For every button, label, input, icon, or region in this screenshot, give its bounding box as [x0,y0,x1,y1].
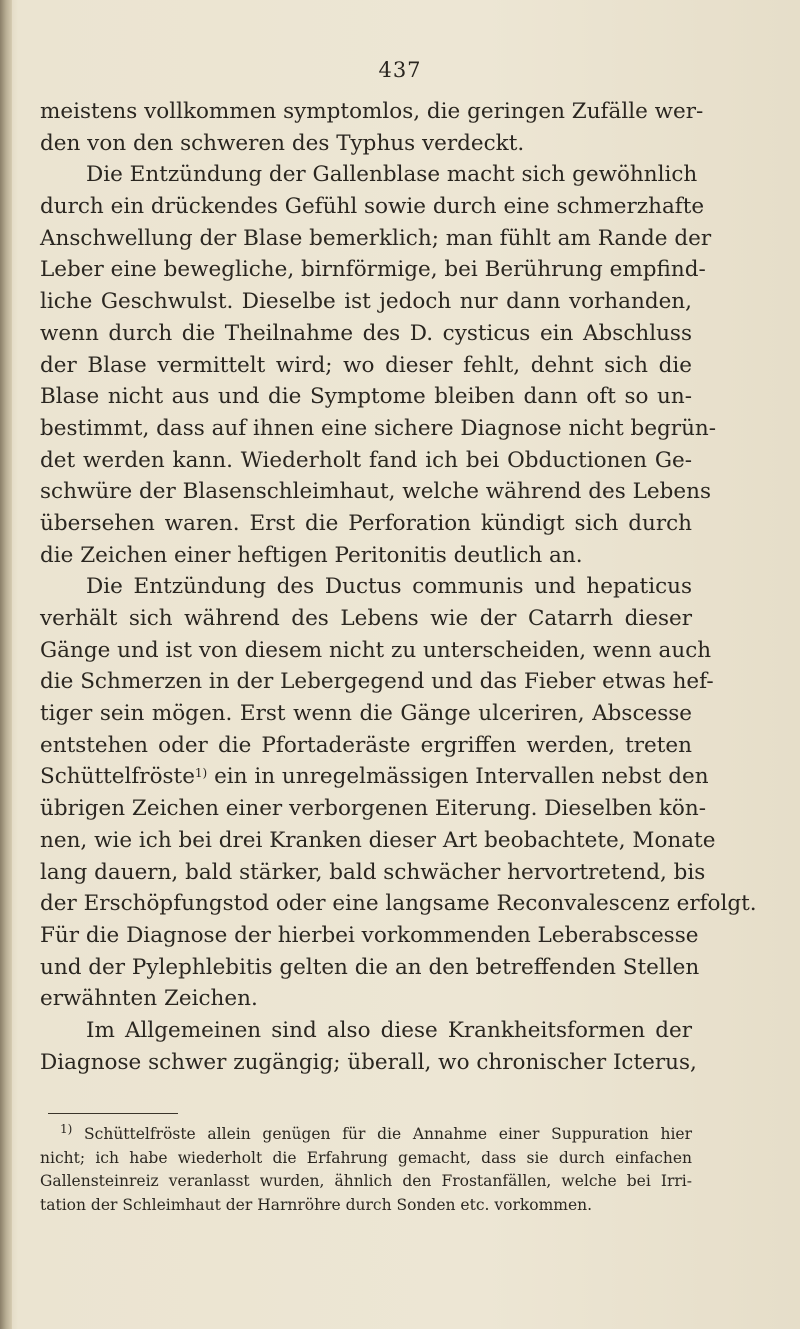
text-line: liche Geschwulst. Dieselbe ist jedoch nur dann vorhanden, [40,289,692,315]
text-line: Leber eine bewegliche, birnförmige, bei Berührung empfind- [40,257,706,283]
text-line: verhält sich während des Lebens wie der Catarrh dieser [40,606,692,631]
text-line: die Schmerzen in der Lebergegend und das Fieber etwas hef- [40,669,714,695]
text-line: übersehen waren. Erst die Perforation kündigt sich durch [40,510,692,536]
footnote-marker: 1) [60,1122,73,1136]
text-line: der Erschöpfungstod oder eine langsame Reconvalescenz erfolgt. [40,891,757,917]
text-line: bestimmt, dass auf ihnen eine sichere Diagnose nicht begrün- [40,415,717,441]
text-line: schwüre der Blasenschleimhaut, welche während des Lebens [40,479,711,505]
text-line: Diagnose schwer zugängig; überall, wo chronischer Icterus, [40,1049,697,1075]
text-line: tiger sein mögen. Erst wenn die Gänge ulceriren, Abscesse [40,701,692,727]
footnote-rule [48,1113,178,1114]
text-line: die Zeichen einer heftigen Peritonitis deutlich an. [40,542,583,568]
text-line: Anschwellung der Blase bemerklich; man fühlt am Rande der [40,225,712,251]
text-line: Gänge und ist von diesem nicht zu unterscheiden, wenn auch [40,637,712,663]
text-line: der Blase vermittelt wird; wo dieser fehlt, dehnt sich die [40,352,692,378]
footnote-ref-rest: ein in unregelmässigen Intervallen nebst den [207,764,709,790]
body-text [40,96,757,1078]
footnote-ref-word: Schüttelfröste [40,764,195,790]
text-line: entstehen oder die Pfortaderäste ergriffen werden, treten [40,732,692,758]
footnote-line: tation der Schleimhaut der Harnröhre durch Sonden etc. vorkommen. [40,1195,593,1214]
text-line: und der Pylephlebitis gelten die an den betreffenden Stellen [40,954,700,980]
text-line: übrigen Zeichen einer verborgenen Eiterung. Dieselben kön- [40,796,706,822]
footnote-line-text: Schüttelfröste allein genügen für die Annahme einer Suppuration hier [84,1125,692,1143]
text-line: den von den schweren des Typhus verdeckt. [40,130,525,156]
text-line: durch ein drückendes Gefühl sowie durch eine schmerzhafte [40,194,705,220]
text-line: wenn durch die Theilnahme des D. cysticus ein Abschluss [40,320,692,346]
text-line: Im Allgemeinen sind also diese Krankheitsformen der [86,1017,692,1043]
text-line: Die Entzündung des Ductus communis und hepaticus [86,574,692,600]
footnote-line: Gallensteinreiz veranlasst wurden, ähnlich den Frostanfällen, welche bei Irri- [40,1172,692,1190]
book-spine-shadow [0,0,12,1329]
text-line: Die Entzündung der Gallenblase macht sich gewöhnlich [86,162,698,188]
footnote-ref-marker[interactable]: 1) [194,766,208,781]
footnote-line: nicht; ich habe wiederholt die Erfahrung gemacht, dass sie durch einfachen [40,1148,692,1167]
text-line: lang dauern, bald stärker, bald schwächer hervortretend, bis [40,859,706,885]
text-line: Für die Diagnose der hierbei vorkommenden Leberabscesse [40,922,699,948]
footnote-line [40,1123,692,1147]
footnote [40,1123,692,1217]
text-line [40,761,709,793]
text-line: Blase nicht aus und die Symptome bleiben dann oft so un- [40,384,692,410]
text-line: erwähnten Zeichen. [40,986,258,1012]
text-line: det werden kann. Wiederholt fand ich bei Obductionen Ge- [40,447,692,473]
text-line: meistens vollkommen symptomlos, die geringen Zufälle wer- [40,99,704,124]
text-line: nen, wie ich bei drei Kranken dieser Art beobachtete, Monate [40,827,716,853]
page-number: 437 [378,58,422,82]
